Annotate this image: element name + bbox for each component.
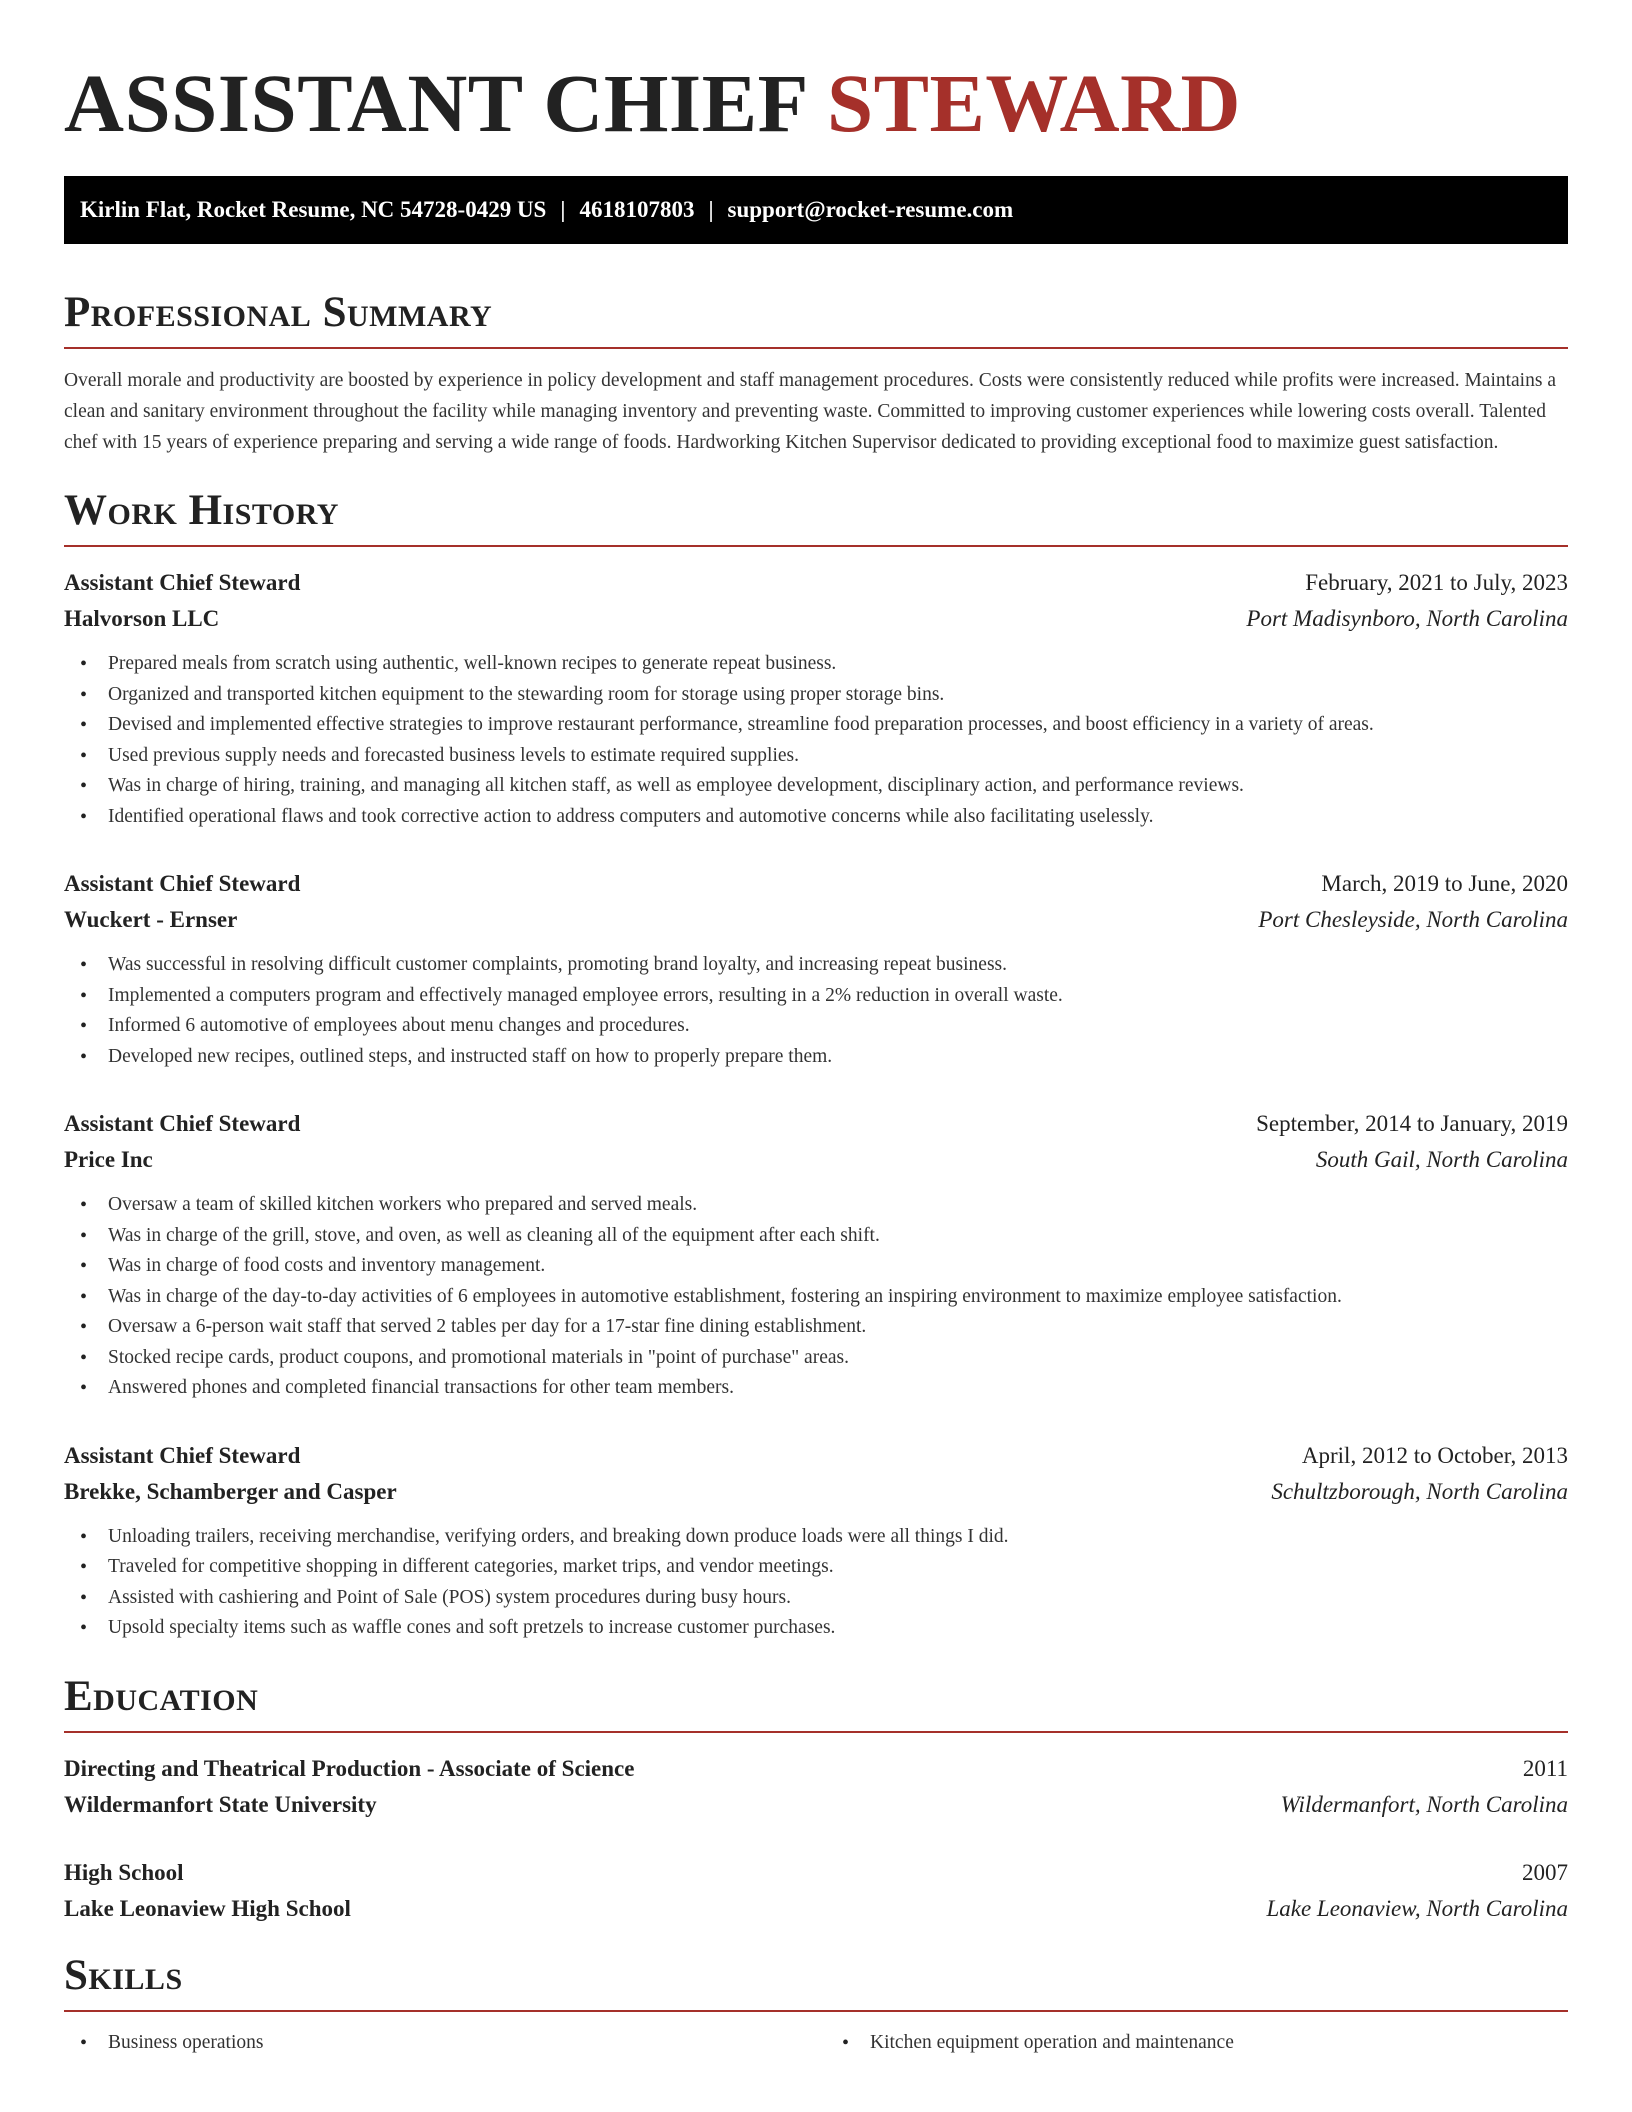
section-divider [64, 347, 1568, 349]
job-bullet: • Was in charge of the day-to-day activities of 6 employees in automotive establishment, fostering an inspiring environment to maximize employee satisfaction. [80, 1282, 1568, 1313]
job-bullets [64, 649, 1568, 832]
education-year: 2011 [1522, 1755, 1568, 1781]
education-entry [64, 1751, 1568, 1823]
job-bullet: • Was in charge of food costs and inventory management. [80, 1251, 1568, 1282]
education-degree-row [64, 1855, 1568, 1891]
job-header-row [64, 1106, 1568, 1142]
job-entry [64, 1106, 1568, 1404]
job-dates: September, 2014 to January, 2019 [1256, 1111, 1568, 1136]
education-year: 2007 [1522, 1859, 1568, 1885]
job-entry [64, 1438, 1568, 1644]
resume-name [64, 58, 1568, 148]
name-accent: STEWARD [826, 57, 1241, 149]
job-location: South Gail, North Carolina [1315, 1147, 1568, 1172]
job-header-row [64, 1438, 1568, 1474]
section-title-summary: Professional Summary [64, 289, 493, 336]
job-bullet: • Used previous supply needs and forecasted business levels to estimate required supplies. [80, 741, 1568, 772]
job-entry [64, 565, 1568, 832]
job-bullet: • Organized and transported kitchen equipment to the stewarding room for storage using proper storage bins. [80, 680, 1568, 711]
job-bullet: • Assisted with cashiering and Point of Sale (POS) system procedures during busy hours. [80, 1583, 1568, 1614]
job-entry [64, 866, 1568, 1072]
skill-item: • Business operations [80, 2028, 806, 2059]
job-bullet: • Upsold specialty items such as waffle cones and soft pretzels to increase customer purchases. [80, 1613, 1568, 1644]
job-bullets [64, 1522, 1568, 1644]
job-bullet: • Was in charge of the grill, stove, and oven, as well as cleaning all of the equipment after each shift. [80, 1221, 1568, 1252]
job-bullets [64, 950, 1568, 1072]
job-company: Brekke, Schamberger and Casper [64, 1478, 397, 1504]
contact-separator: | [560, 197, 566, 222]
job-bullet: • Was successful in resolving difficult customer complaints, promoting brand loyalty, and increasing repeat business. [80, 950, 1568, 981]
contact-email: support@rocket-resume.com [727, 197, 1014, 222]
job-bullet: • Traveled for competitive shopping in different categories, market trips, and vendor meetings. [80, 1552, 1568, 1583]
job-company: Wuckert - Ernser [64, 907, 238, 932]
summary-section [64, 288, 1568, 458]
job-company: Halvorson LLC [64, 606, 220, 631]
education-school: Lake Leonaview High School [64, 1895, 351, 1921]
job-header-row [64, 866, 1568, 902]
contact-address: Kirlin Flat, Rocket Resume, NC 54728-0429 US [80, 197, 547, 222]
contact-bar [64, 176, 1568, 244]
job-location: Schultzborough, North Carolina [1271, 1478, 1568, 1504]
education-location: Lake Leonaview, North Carolina [1266, 1895, 1568, 1921]
job-bullet: • Oversaw a team of skilled kitchen workers who prepared and served meals. [80, 1190, 1568, 1221]
job-title: Assistant Chief Steward [64, 871, 301, 896]
job-location: Port Madisynboro, North Carolina [1246, 606, 1568, 631]
skills-list-left [64, 2028, 806, 2059]
job-dates: April, 2012 to October, 2013 [1301, 1442, 1568, 1468]
job-bullet: • Implemented a computers program and effectively managed employee errors, resulting in a 2% reduction in overall waste. [80, 981, 1568, 1012]
section-title-work-history: Work History [64, 487, 339, 534]
education-location: Wildermanfort, North Carolina [1280, 1791, 1568, 1817]
job-bullet: • Developed new recipes, outlined steps, and instructed staff on how to properly prepare them. [80, 1042, 1568, 1073]
name-main: ASSISTANT CHIEF [64, 57, 806, 149]
skills-list-right [826, 2028, 1568, 2059]
job-bullet: • Answered phones and completed financial transactions for other team members. [80, 1373, 1568, 1404]
job-location: Port Chesleyside, North Carolina [1258, 907, 1568, 932]
job-bullet: • Informed 6 automotive of employees about menu changes and procedures. [80, 1011, 1568, 1042]
education-school: Wildermanfort State University [64, 1791, 377, 1817]
job-company-row [64, 601, 1568, 637]
job-bullet: • Prepared meals from scratch using authentic, well-known recipes to generate repeat business. [80, 649, 1568, 680]
section-divider [64, 545, 1568, 547]
education-degree-row [64, 1751, 1568, 1787]
job-company-row [64, 1142, 1568, 1178]
work-history-section [64, 486, 1568, 1644]
contact-separator: | [708, 197, 714, 222]
contact-phone: 4618107803 [579, 197, 695, 222]
job-title: Assistant Chief Steward [64, 1111, 301, 1136]
education-school-row [64, 1787, 1568, 1823]
section-title-education: Education [64, 1672, 259, 1720]
summary-text: Overall morale and productivity are boosted by experience in policy development and staff management procedures. Costs were consistently reduced while profits were increased. Maintains a clean and sanitary environment throughout the facility while managing inventory and preventing waste. Committed to improving customer experiences while lowering costs overall. Talented chef with 15 years of experience preparing and serving a wide range of foods. Hardworking Kitchen Supervisor dedicated to providing exceptional food to maximize guest satisfaction. [64, 370, 1556, 453]
job-header-row [64, 565, 1568, 601]
job-company-row [64, 1474, 1568, 1510]
job-company: Price Inc [64, 1147, 153, 1172]
job-company-row [64, 902, 1568, 938]
job-bullet: • Oversaw a 6-person wait staff that served 2 tables per day for a 17-star fine dining establishment. [80, 1312, 1568, 1343]
job-title: Assistant Chief Steward [64, 570, 301, 595]
skill-item: • Kitchen equipment operation and maintenance [842, 2028, 1568, 2059]
job-dates: March, 2019 to June, 2020 [1321, 871, 1568, 896]
job-bullet: • Stocked recipe cards, product coupons, and promotional materials in "point of purchase" areas. [80, 1343, 1568, 1374]
education-entry [64, 1855, 1568, 1927]
education-degree: High School [64, 1859, 184, 1885]
education-school-row [64, 1891, 1568, 1927]
job-title: Assistant Chief Steward [64, 1442, 301, 1468]
education-section [64, 1672, 1568, 1927]
job-bullet: • Unloading trailers, receiving merchandise, verifying orders, and breaking down produce loads were all things I did. [80, 1522, 1568, 1553]
job-bullet: • Devised and implemented effective strategies to improve restaurant performance, streamline food preparation processes, and boost efficiency in a variety of areas. [80, 710, 1568, 741]
job-bullet: • Identified operational flaws and took corrective action to address computers and automotive concerns while also facilitating uselessly. [80, 802, 1568, 833]
section-title-skills: Skills [64, 1951, 183, 1999]
job-bullets [64, 1190, 1568, 1404]
job-dates: February, 2021 to July, 2023 [1305, 570, 1568, 595]
education-degree: Directing and Theatrical Production - Associate of Science [64, 1755, 635, 1781]
skills-section [64, 1951, 1568, 2059]
job-bullet: • Was in charge of hiring, training, and managing all kitchen staff, as well as employee development, disciplinary action, and performance reviews. [80, 771, 1568, 802]
section-divider [64, 1731, 1568, 1733]
skills-grid [64, 2012, 1568, 2059]
